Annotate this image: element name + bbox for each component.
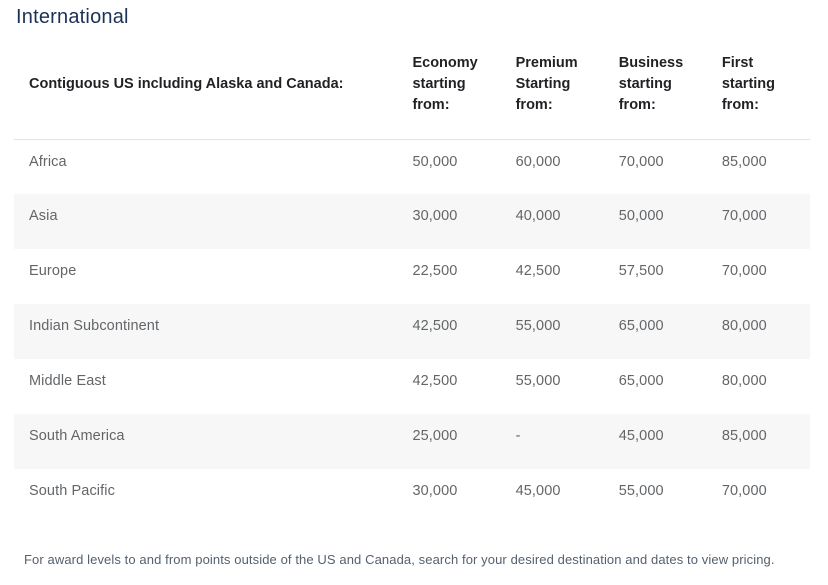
table-row [14, 359, 810, 414]
table-row [14, 249, 810, 304]
region-cell: South America [29, 428, 125, 444]
page-title: International [16, 6, 129, 28]
economy-value-cell: 30,000 [412, 483, 458, 499]
first-value-cell: 85,000 [721, 153, 767, 170]
table-header-row [14, 31, 810, 139]
first-value-cell: 70,000 [721, 483, 767, 499]
column-header-first [707, 31, 810, 139]
table-row [14, 304, 810, 359]
column-header-economy [397, 31, 500, 139]
table-row [14, 194, 810, 249]
business-value-cell: 50,000 [618, 208, 664, 224]
table-row [14, 139, 810, 194]
region-column-header-label: Contiguous US including Alaska and Canada: [29, 76, 344, 93]
business-value-cell: 45,000 [618, 428, 664, 444]
table-row [14, 469, 810, 524]
economy-value-cell: 22,500 [412, 263, 458, 279]
first-value-cell: 70,000 [721, 208, 767, 224]
first-value-cell: 70,000 [721, 263, 767, 279]
business-value-cell: 65,000 [618, 318, 664, 334]
business-value-cell: 65,000 [618, 373, 664, 389]
premium-value-cell: 60,000 [515, 153, 561, 170]
economy-value-cell: 50,000 [412, 153, 458, 170]
premium-value-cell: 55,000 [515, 318, 561, 334]
column-header-economy-label: Economy starting from: [412, 55, 478, 114]
first-value-cell: 85,000 [721, 428, 767, 444]
economy-value-cell: 42,500 [412, 318, 458, 334]
premium-value-cell: 42,500 [515, 263, 561, 279]
region-cell: Indian Subcontinent [29, 318, 160, 334]
region-cell: Middle East [29, 373, 106, 389]
premium-value-cell: 55,000 [515, 373, 561, 389]
business-value-cell: 70,000 [618, 153, 664, 170]
business-value-cell: 55,000 [618, 483, 664, 499]
premium-value-cell: 40,000 [515, 208, 561, 224]
footnote: For award levels to and from points outside of the US and Canada, search for your desired destination and dates to view pricing. [24, 552, 775, 567]
premium-value-cell: - [515, 428, 521, 444]
region-cell: Asia [29, 208, 58, 224]
region-column-header [14, 31, 397, 139]
economy-value-cell: 42,500 [412, 373, 458, 389]
column-header-business-label: Business starting from: [618, 55, 684, 114]
economy-value-cell: 25,000 [412, 428, 458, 444]
first-value-cell: 80,000 [721, 318, 767, 334]
region-cell: South Pacific [29, 483, 115, 499]
column-header-premium-label: Premium Starting from: [515, 55, 578, 114]
premium-value-cell: 45,000 [515, 483, 561, 499]
region-cell: Europe [29, 263, 77, 279]
column-header-first-label: First starting from: [721, 55, 776, 114]
business-value-cell: 57,500 [618, 263, 664, 279]
column-header-premium [501, 31, 604, 139]
first-value-cell: 80,000 [721, 373, 767, 389]
region-cell: Africa [29, 153, 67, 170]
international-award-table [14, 31, 810, 524]
column-header-business [604, 31, 707, 139]
table-row [14, 414, 810, 469]
economy-value-cell: 30,000 [412, 208, 458, 224]
